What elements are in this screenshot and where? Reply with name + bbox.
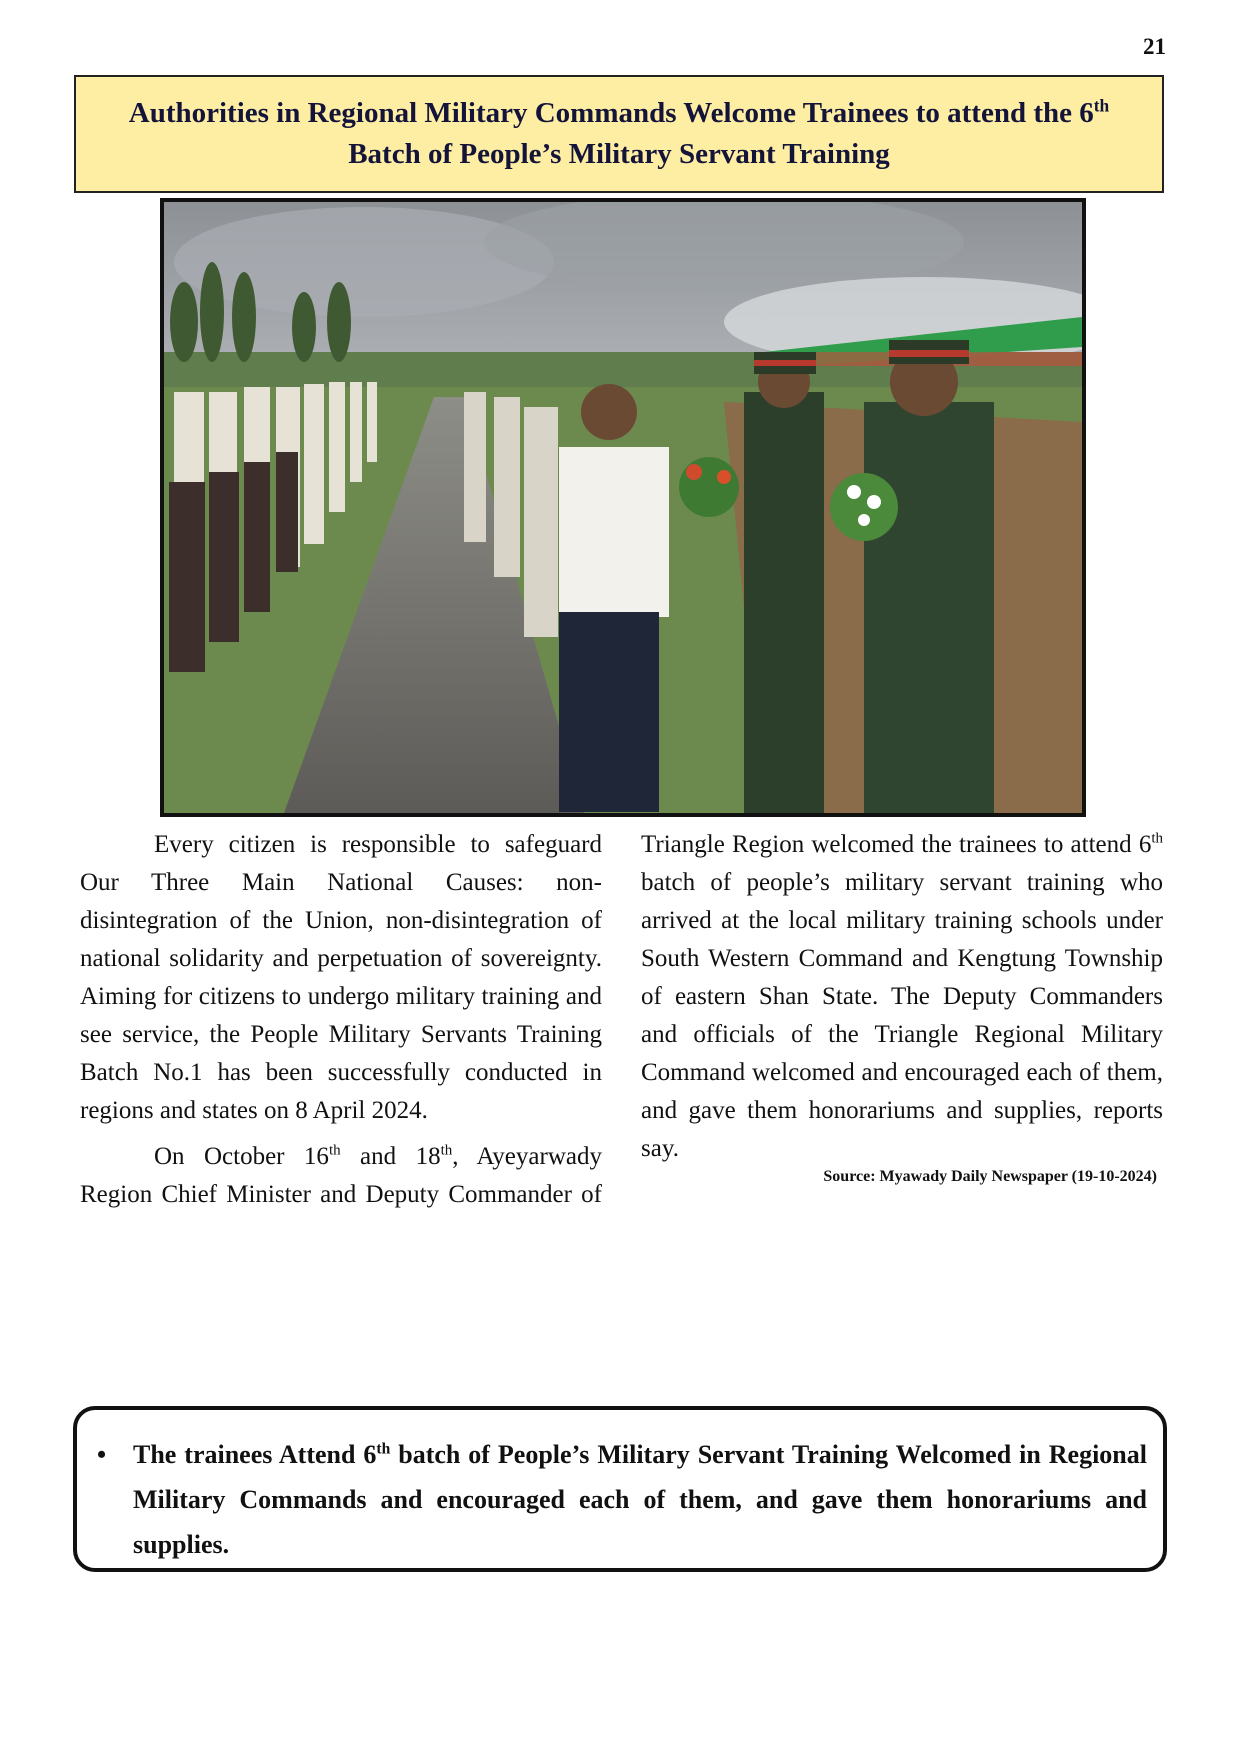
bullet-icon: •	[97, 1440, 107, 1469]
article-body	[80, 826, 1163, 1226]
summary-box	[73, 1406, 1167, 1572]
title-line2: Batch of People’s Military Servant Training	[348, 138, 890, 170]
p2-text-c: , Ayeyarwady Region Chief Minister and Deputy Commander of Triangle Region welcomed the trainees to attend 6	[80, 831, 1152, 1208]
page-title	[129, 93, 1109, 175]
p2-text-b: and 18	[340, 1143, 441, 1170]
p2-sup-3: th	[1151, 830, 1163, 847]
summary-text-b: batch of People’s Military Servant Training Welcomed in Regional Military Commands and encouraged each of them, and gave them honorariums and supplies.	[133, 1440, 1147, 1559]
page-number: 21	[1143, 34, 1166, 59]
title-superscript: th	[1093, 95, 1110, 116]
news-photo	[160, 198, 1086, 817]
p2-sup-2: th	[440, 1142, 453, 1159]
p2-text-d: batch of people’s military servant training who arrived at the local military training schools under South Western Command and Kengtung Township of eastern Shan State. The Deputy Commanders and officials of the Triangle Regional Military Command welcomed and encouraged each of them, and gave them honorariums and supplies, reports say.	[641, 869, 1163, 1162]
summary-item	[93, 1432, 1147, 1567]
photo-trainees-welcome-icon	[164, 202, 1082, 813]
p2-sup-1: th	[328, 1142, 341, 1159]
source-credit: Source: Myawady Daily Newspaper (19-10-2024)	[823, 1168, 1157, 1185]
article-paragraph-1: Every citizen is responsible to safeguard Our Three Main National Causes: non-disintegration of the Union, non-disintegration of national solidarity and perpetuation of sovereignty. Aiming for citizens to undergo military training and see service, the People Military Servants Training Batch No.1 has been successfully conducted in regions and states on 8 April 2024.	[80, 831, 602, 1124]
p2-text-a: On October 16	[154, 1143, 329, 1170]
title-line1: Authorities in Regional Military Commands Welcome Trainees to attend the 6	[128, 97, 1094, 129]
summary-sup: th	[376, 1440, 391, 1458]
title-banner	[74, 75, 1164, 193]
summary-text-a: The trainees Attend 6	[133, 1440, 377, 1469]
